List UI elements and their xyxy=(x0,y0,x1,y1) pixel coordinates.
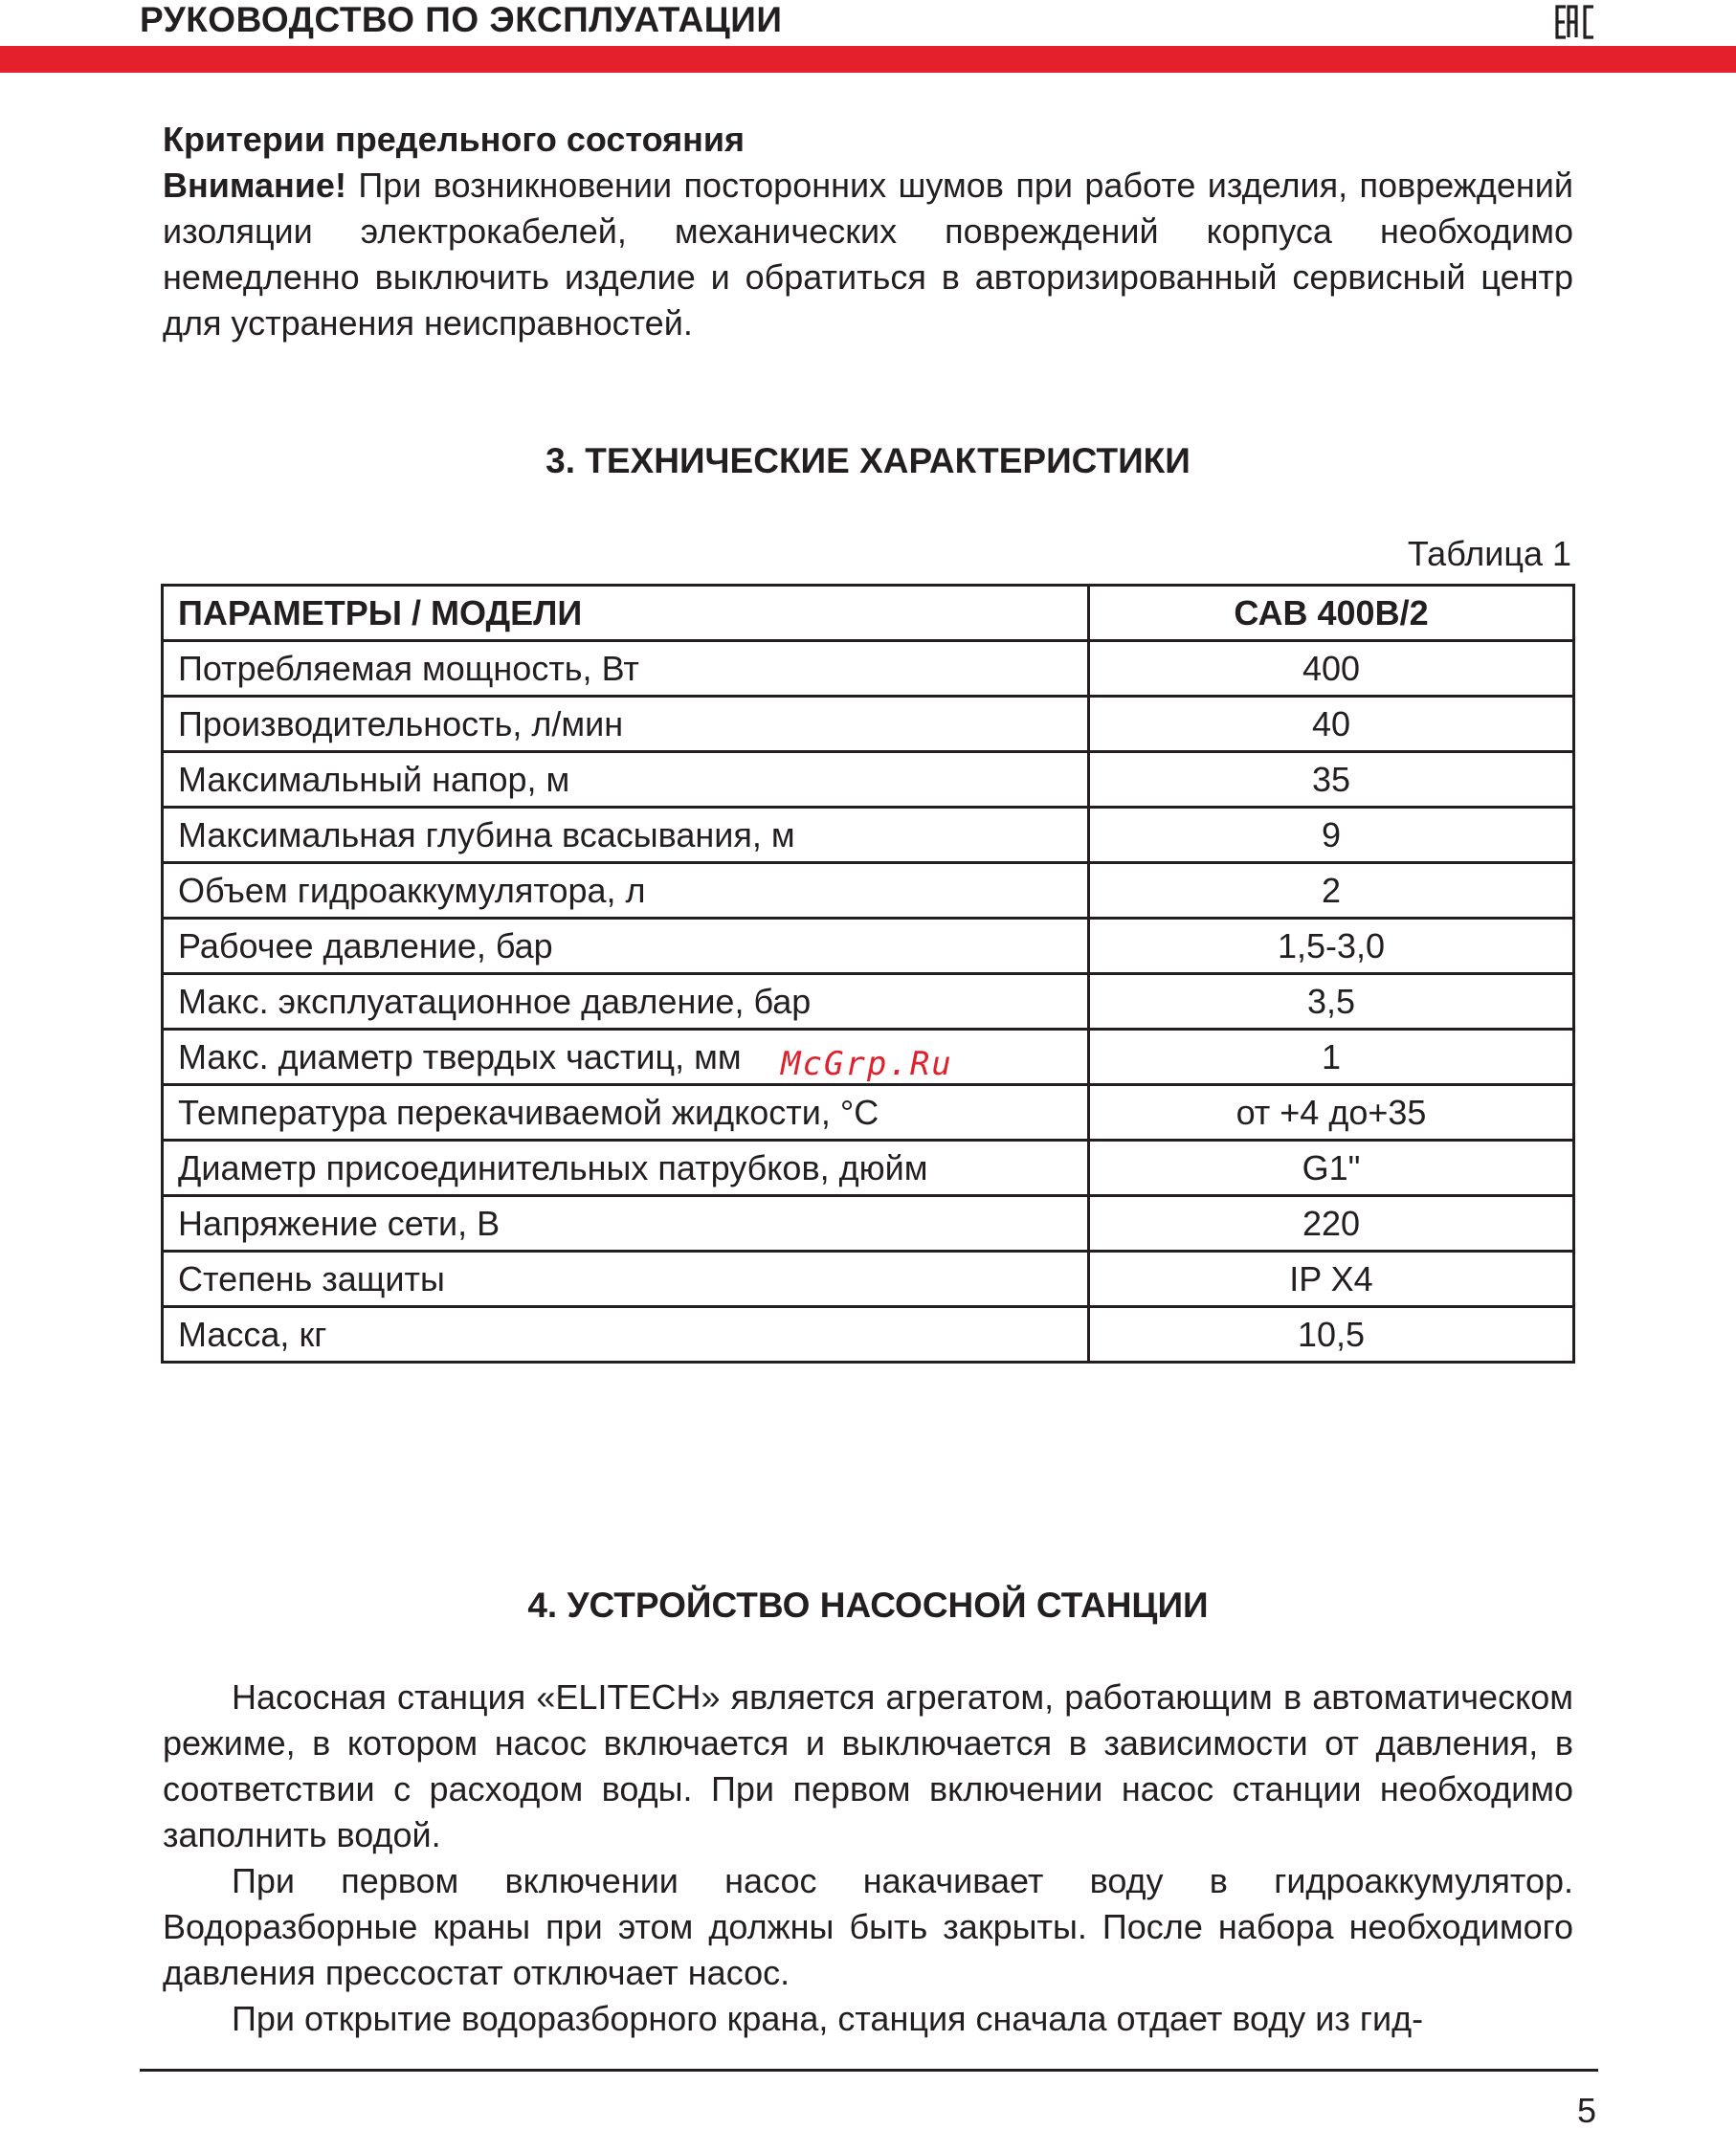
section-4-title: 4. УСТРОЙСТВО НАСОСНОЙ СТАНЦИИ xyxy=(527,1586,1209,1625)
parameter-cell: Рабочее давление, бар xyxy=(163,919,1089,974)
value-cell: от +4 до+35 xyxy=(1089,1085,1574,1141)
parameter-cell: Производительность, л/мин xyxy=(163,697,1089,752)
table-row xyxy=(163,1196,1574,1252)
section-4-paragraph: При открытие водоразборного крана, станция сначала отдает воду из гид- xyxy=(232,1999,1424,2038)
value-cell: 35 xyxy=(1089,752,1574,808)
value-cell: 9 xyxy=(1089,808,1574,863)
value-cell: 2 xyxy=(1089,863,1574,919)
table-caption: Таблица 1 xyxy=(1407,534,1571,573)
value-cell: G1" xyxy=(1089,1141,1574,1196)
column-header-model: САВ 400В/2 xyxy=(1089,586,1574,641)
header-accent-bar xyxy=(0,46,1736,73)
watermark: McGrp.Ru xyxy=(781,1045,953,1083)
value-cell: 1,5-3,0 xyxy=(1089,919,1574,974)
criteria-heading: Критерии предельного состояния xyxy=(163,120,745,159)
criteria-text: При возникновении посторонних шумов при работе изделия, повреждений изоляции электрокабелей, механических повреждений корпуса необходимо немедленно выключить изделие и обратиться в авторизированный сервисный центр для устранения неисправностей. xyxy=(163,166,1573,343)
criteria-paragraph xyxy=(163,163,1573,346)
attention-label: Внимание! xyxy=(163,166,346,205)
column-header-parameters: ПАРАМЕТРЫ / МОДЕЛИ xyxy=(163,586,1089,641)
value-cell: 10,5 xyxy=(1089,1307,1574,1363)
eac-logo xyxy=(1555,4,1597,40)
parameter-cell: Потребляемая мощность, Вт xyxy=(163,641,1089,697)
table-row xyxy=(163,1085,1574,1141)
parameter-cell: Напряжение сети, В xyxy=(163,1196,1089,1252)
value-cell: 1 xyxy=(1089,1030,1574,1085)
parameter-cell: Максимальная глубина всасывания, м xyxy=(163,808,1089,863)
table-row xyxy=(163,974,1574,1030)
table-header-row xyxy=(163,586,1574,641)
section-4-paragraph: При первом включении насос накачивает воду в гидроаккумулятор. Водоразборные краны при этом должны быть закрыты. После набора необходимого давления прессостат отключает насос. xyxy=(163,1861,1573,1992)
section-3-title: 3. ТЕХНИЧЕСКИЕ ХАРАКТЕРИСТИКИ xyxy=(545,441,1191,480)
table-row xyxy=(163,919,1574,974)
table-row xyxy=(163,1252,1574,1307)
parameter-cell: Максимальный напор, м xyxy=(163,752,1089,808)
parameter-cell: Объем гидроаккумулятора, л xyxy=(163,863,1089,919)
section-4-paragraph: Насосная станция «ELITECH» является агрегатом, работающим в автоматическом режиме, в котором насос включается и выключается в зависимости от давления, в соответствии с расходом воды. При первом включении насос станции необходимо заполнить водой. xyxy=(163,1677,1573,1854)
header-title: РУКОВОДСТВО ПО ЭКСПЛУАТАЦИИ xyxy=(140,0,783,39)
table-row xyxy=(163,641,1574,697)
value-cell: 40 xyxy=(1089,697,1574,752)
value-cell: 220 xyxy=(1089,1196,1574,1252)
value-cell: 400 xyxy=(1089,641,1574,697)
parameter-cell: Степень защиты xyxy=(163,1252,1089,1307)
specifications-table xyxy=(161,584,1575,1364)
table-row xyxy=(163,1141,1574,1196)
parameter-cell: Макс. эксплуатационное давление, бар xyxy=(163,974,1089,1030)
table-row xyxy=(163,1307,1574,1363)
table-row xyxy=(163,808,1574,863)
value-cell: 3,5 xyxy=(1089,974,1574,1030)
table-row xyxy=(163,863,1574,919)
table-row xyxy=(163,697,1574,752)
page-number: 5 xyxy=(1577,2091,1597,2130)
parameter-cell: Диаметр присоединительных патрубков, дюйм xyxy=(163,1141,1089,1196)
value-cell: IP X4 xyxy=(1089,1252,1574,1307)
section-4-body xyxy=(163,1675,1573,2042)
footer-divider xyxy=(140,2069,1598,2072)
parameter-cell: Макс. диаметр твердых частиц, мм xyxy=(163,1030,1089,1085)
parameter-cell: Масса, кг xyxy=(163,1307,1089,1363)
parameter-cell: Температура перекачиваемой жидкости, °С xyxy=(163,1085,1089,1141)
table-row xyxy=(163,752,1574,808)
